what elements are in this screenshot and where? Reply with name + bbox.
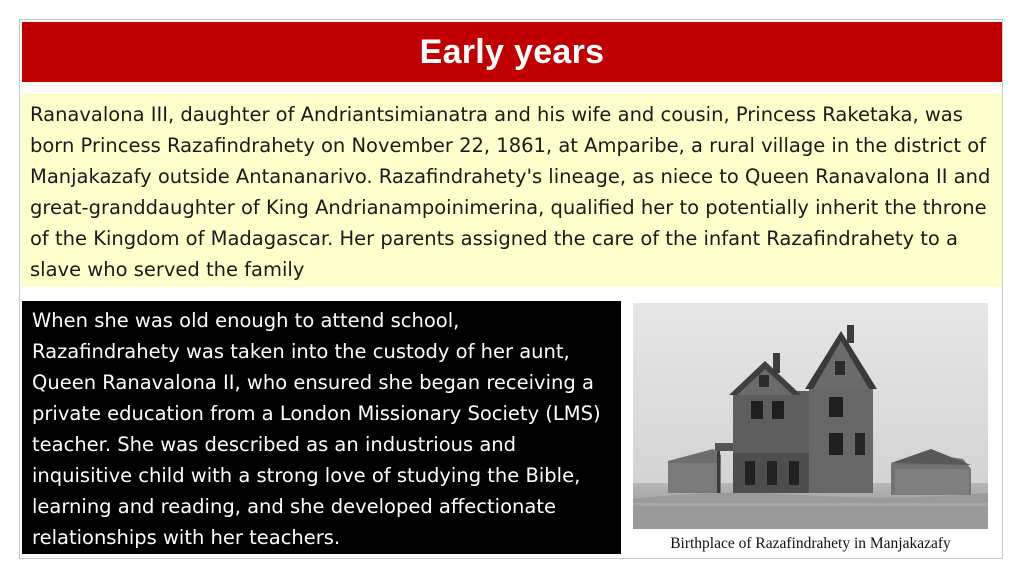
photo-caption: Birthplace of Razafindrahety in Manjakazafy — [670, 535, 951, 552]
intro-paragraph: Ranavalona III, daughter of Andriantsimianatra and his wife and cousin, Princess Raketaka, was born Princess Razafindrahety on November 22, 1861, at Amparibe, a rural village in the district of Manjakazafy outside Antananarivo. Razafindrahety's lineage, as niece to Queen Ranavalona II and great-granddaughter of King Andrianampoinimerina, qualified her to potentially inherit the throne of the Kingdom of Madagascar. Her parents assigned the care of the infant Razafindrahety to a slave who served the family — [22, 93, 1002, 287]
education-paragraph: When she was old enough to attend school, Razafindrahety was taken into the custody of her aunt, Queen Ranavalona II, who ensured she began receiving a private education from a London Missionary Society (LMS) teacher. She was described as an industrious and inquisitive child with a strong love of studying the Bible, learning and reading, and she developed affectionate relationships with her teachers. — [22, 301, 621, 554]
slide-title: Early years — [419, 32, 605, 71]
title-bar — [22, 22, 1002, 82]
birthplace-photo — [633, 303, 988, 529]
